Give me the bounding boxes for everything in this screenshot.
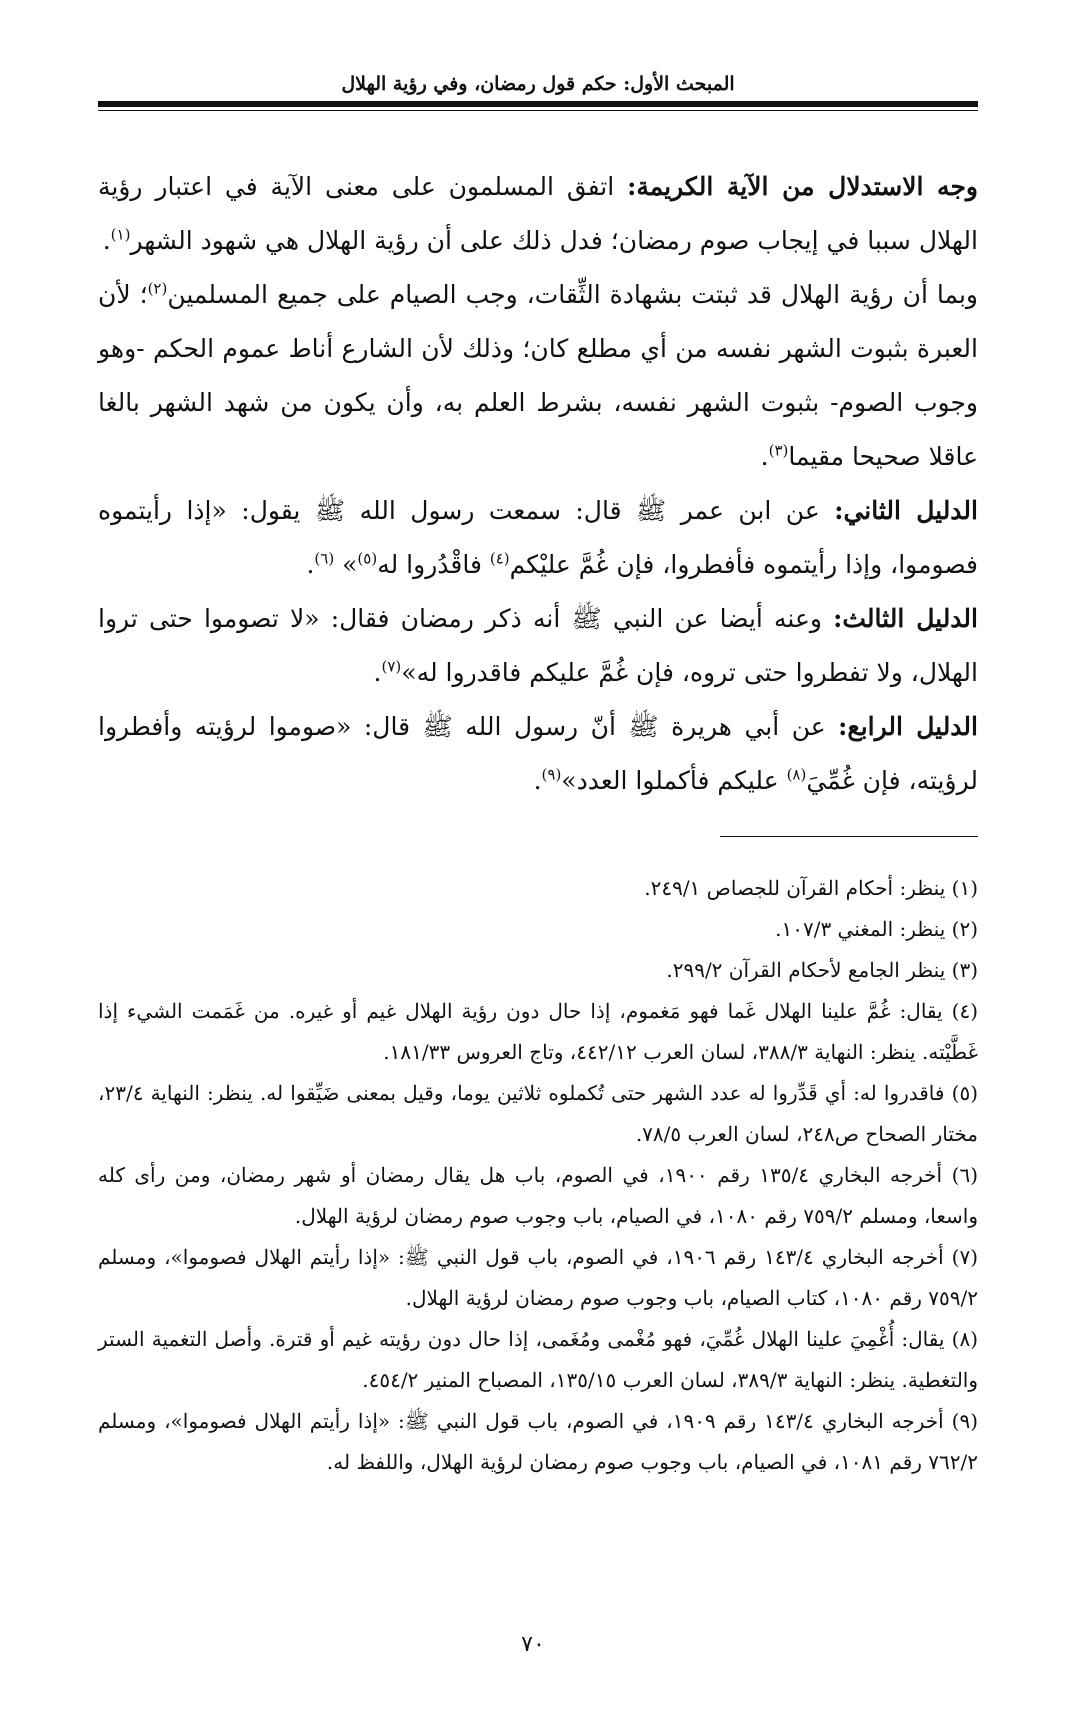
footnote-ref: (٢) (147, 279, 168, 298)
footnote (98, 1401, 978, 1483)
footnote-ref: (١) (110, 225, 131, 244)
paragraph-end: . (533, 766, 542, 795)
footnote-number: (٥) (951, 1081, 978, 1105)
paragraph-end: . (306, 550, 315, 579)
paragraph-5 (98, 700, 978, 808)
footnote-ref: (٥) (357, 549, 378, 568)
footnote-ref: (٧) (381, 657, 402, 676)
paragraph-text: فاقْدُروا له (377, 550, 490, 579)
header-rule-thin (98, 110, 978, 111)
paragraph-text: عليكم فأكملوا العدد» (561, 766, 787, 795)
footnote (98, 1237, 978, 1319)
footnote-text: أخرجه البخاري ١٤٣/٤ رقم ١٩٠٩، في الصوم، باب قول النبي ﷺ: «إذا رأيتم الهلال فصوموا»، ومسلم ٧٦٢/٢ رقم ١٠٨١، في الصيام، باب وجوب صوم رمضان لرؤية الهلال، واللفظ له. (98, 1409, 978, 1474)
paragraph-1 (98, 160, 978, 268)
paragraph-text: اتفق المسلمون على معنى الآية في اعتبار رؤية الهلال سببا في إيجاب صوم رمضان؛ فدل ذلك على أن رؤية الهلال هي شهود الشهر (98, 172, 978, 255)
footnote-ref: (٦) (314, 549, 335, 568)
footnote-ref: (٩) (541, 765, 562, 784)
footnote-number: (٧) (951, 1245, 979, 1269)
footnote-number: (٦) (951, 1163, 978, 1187)
footnote-number: (٨) (951, 1327, 978, 1351)
paragraph-lead: وجه الاستدلال من الآية الكريمة: (627, 172, 978, 201)
header-rule-thick (98, 101, 978, 107)
footnote (98, 1155, 978, 1237)
footnote (98, 991, 978, 1073)
footnotes (98, 868, 978, 1483)
footnote-text: يقال: أُغْمِيَ علينا الهلال غُمِّيَ، فهو مُغْمى ومُغَمى، إذا حال دون رؤيته غيم أو قترة. وأصل التغمية الستر والتغطية. ينظر: النهاية ٣٨٩/٣، لسان العرب ١٣٥/١٥، المصباح المنير ٤٥٤/٢. (98, 1327, 978, 1392)
main-text (98, 160, 978, 808)
paragraph-2 (98, 268, 978, 484)
footnote-text: أخرجه البخاري ١٣٥/٤ رقم ١٩٠٠، في الصوم، باب هل يقال رمضان أو شهر رمضان، ومن رأى كله واسعا، ومسلم ٧٥٩/٢ رقم ١٠٨٠، في الصيام، باب وجوب صوم رمضان لرؤية الهلال. (98, 1163, 978, 1228)
footnote-text: فاقدروا له: أي قَدِّروا له عدد الشهر حتى تُكملوه ثلاثين يوما، وقيل بمعنى ضَيِّقوا له. ينظر: النهاية ٢٣/٤، مختار الصحاح ص٢٤٨، لسان العرب ٧٨/٥. (98, 1081, 978, 1146)
page-number: ٧٠ (521, 1632, 545, 1657)
footnote-ref: (٤) (489, 549, 510, 568)
paragraph-lead: الدليل الثالث: (833, 604, 978, 633)
footnote-ref: (٨) (786, 765, 807, 784)
paragraph-text: ؛ لأن العبرة بثبوت الشهر نفسه من أي مطلع كان؛ وذلك لأن الشارع أناط عموم الحكم -وهو وجوب الصوم- بثبوت الشهر نفسه، بشرط العلم به، وأن يكون من شهد الشهر بالغا عاقلا صحيحا مقيما (98, 280, 978, 471)
paragraph-4 (98, 592, 978, 700)
paragraph-end: . (373, 658, 382, 687)
paragraph-lead: الدليل الثاني: (834, 496, 978, 525)
footnote-number: (١) (951, 876, 978, 900)
footnote (98, 1073, 978, 1155)
paragraph-3 (98, 484, 978, 592)
footnote (98, 1319, 978, 1401)
paragraph-text: وبما أن رؤية الهلال قد ثبتت بشهادة الثِّقات، وجب الصيام على جميع المسلمين (167, 280, 978, 309)
running-header: المبحث الأول: حكم قول رمضان، وفي رؤية الهلال (341, 73, 735, 95)
paragraph-text: عن أبي هريرة ﷺ أنّ رسول الله ﷺ قال: «صوموا لرؤيته وأفطروا لرؤيته، فإن غُمِّيَ (98, 712, 978, 795)
footnote (98, 909, 978, 950)
footnote-text: أخرجه البخاري ١٤٣/٤ رقم ١٩٠٦، في الصوم، باب قول النبي ﷺ: «إذا رأيتم الهلال فصوموا»، ومسلم ٧٥٩/٢ رقم ١٠٨٠، كتاب الصيام، باب وجوب صوم رمضان لرؤية الهلال. (98, 1245, 978, 1310)
footnote-separator (720, 836, 978, 837)
paragraph-text: وعنه أيضا عن النبي ﷺ أنه ذكر رمضان فقال: «لا تصوموا حتى تروا الهلال، ولا تفطروا حتى تروه، فإن غُمَّ عليكم فاقدروا له» (98, 604, 978, 687)
paragraph-lead: الدليل الرابع: (838, 712, 978, 741)
footnote-text: ينظر: المغني ١٠٧/٣. (775, 917, 952, 941)
footnote-number: (٤) (951, 999, 978, 1023)
footnote-text: ينظر: أحكام القرآن للجصاص ٢٤٩/١. (644, 876, 952, 900)
footnote-number: (٣) (951, 958, 978, 982)
footnote (98, 868, 978, 909)
paragraph-text: عن ابن عمر ﷺ قال: سمعت رسول الله ﷺ يقول: «إذا رأيتموه فصوموا، وإذا رأيتموه فأفطروا، فإن غُمَّ عليْكم (98, 496, 978, 579)
footnote-ref: (٣) (768, 441, 789, 460)
paragraph-text: » (334, 550, 358, 579)
footnote-number: (٩) (951, 1409, 979, 1433)
footnote-number: (٢) (951, 917, 978, 941)
footnote-text: ينظر الجامع لأحكام القرآن ٢٩٩/٢. (666, 958, 952, 982)
paragraph-end: . (102, 226, 111, 255)
footnote (98, 950, 978, 991)
footnote-text: يقال: غُمَّ علينا الهلال غَما فهو مَغموم، إذا حال دون رؤية الهلال غيم أو غيره. من غَمَمت الشيء إذا غَطَّيْته. ينظر: النهاية ٣٨٨/٣، لسان العرب ٤٤٢/١٢، وتاج العروس ١٨١/٣٣. (98, 999, 978, 1064)
paragraph-end: . (760, 442, 769, 471)
